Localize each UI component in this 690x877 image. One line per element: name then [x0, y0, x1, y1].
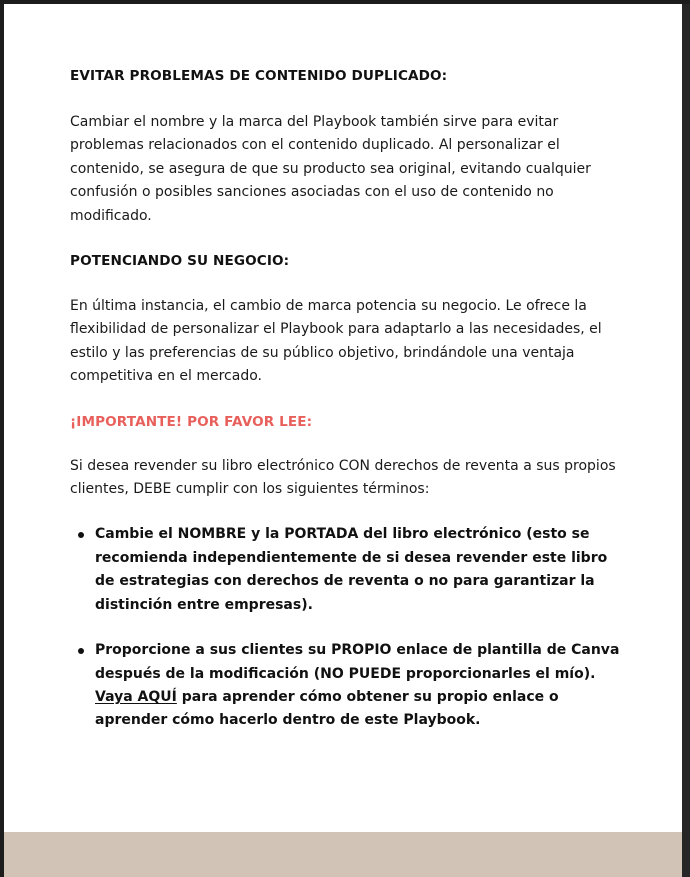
document-page	[4, 4, 682, 877]
terms-list	[70, 523, 620, 732]
bullet-dot-icon	[78, 648, 84, 654]
footer-band	[4, 832, 682, 877]
list-item	[70, 639, 620, 733]
list-item	[70, 523, 620, 617]
page-content	[70, 66, 620, 733]
section-body-duplicate-content: Cambiar el nombre y la marca del Playbook también sirve para evitar problemas relacionados con el contenido duplicado. Al personalizar el contenido, se asegura de que su producto sea original, evitando cualquier confusión o posibles sanciones asociadas con el uso de contenido no modificado.	[70, 114, 591, 224]
section-body-boost-business: En última instancia, el cambio de marca potencia su negocio. Le ofrece la flexibilidad de personalizar el Playbook para adaptarlo a las necesidades, el estilo y las preferencias de su público objetivo, brindándole una ventaja competitiva en el mercado.	[70, 298, 602, 385]
viewer-scroll-gutter	[682, 4, 690, 877]
section-heading-boost-business: POTENCIANDO SU NEGOCIO:	[70, 253, 290, 270]
section-body-important: Si desea revender su libro electrónico CON derechos de reventa a sus propios clientes, DEBE cumplir con los siguientes términos:	[70, 457, 616, 498]
canva-template-link[interactable]: Vaya AQUÍ	[95, 688, 177, 705]
bullet-dot-icon	[78, 532, 84, 538]
section-heading-important: ¡IMPORTANTE! POR FAVOR LEE:	[70, 413, 313, 430]
list-item-text: Proporcione a sus clientes su PROPIO enlace de plantilla de Canva después de la modificación (NO PUEDE proporcionarles el mío).	[95, 642, 620, 682]
list-item-text-after-link: para aprender cómo obtener su propio enlace o aprender cómo hacerlo dentro de este Playbook.	[95, 688, 559, 729]
section-heading-duplicate-content: EVITAR PROBLEMAS DE CONTENIDO DUPLICADO:	[70, 68, 448, 84]
list-item-text: Cambie el NOMBRE y la PORTADA del libro electrónico (esto se recomienda independientemente de si desea revender este libro de estrategias con derechos de reventa o no para garantizar la distinción entre empresas).	[95, 526, 608, 613]
